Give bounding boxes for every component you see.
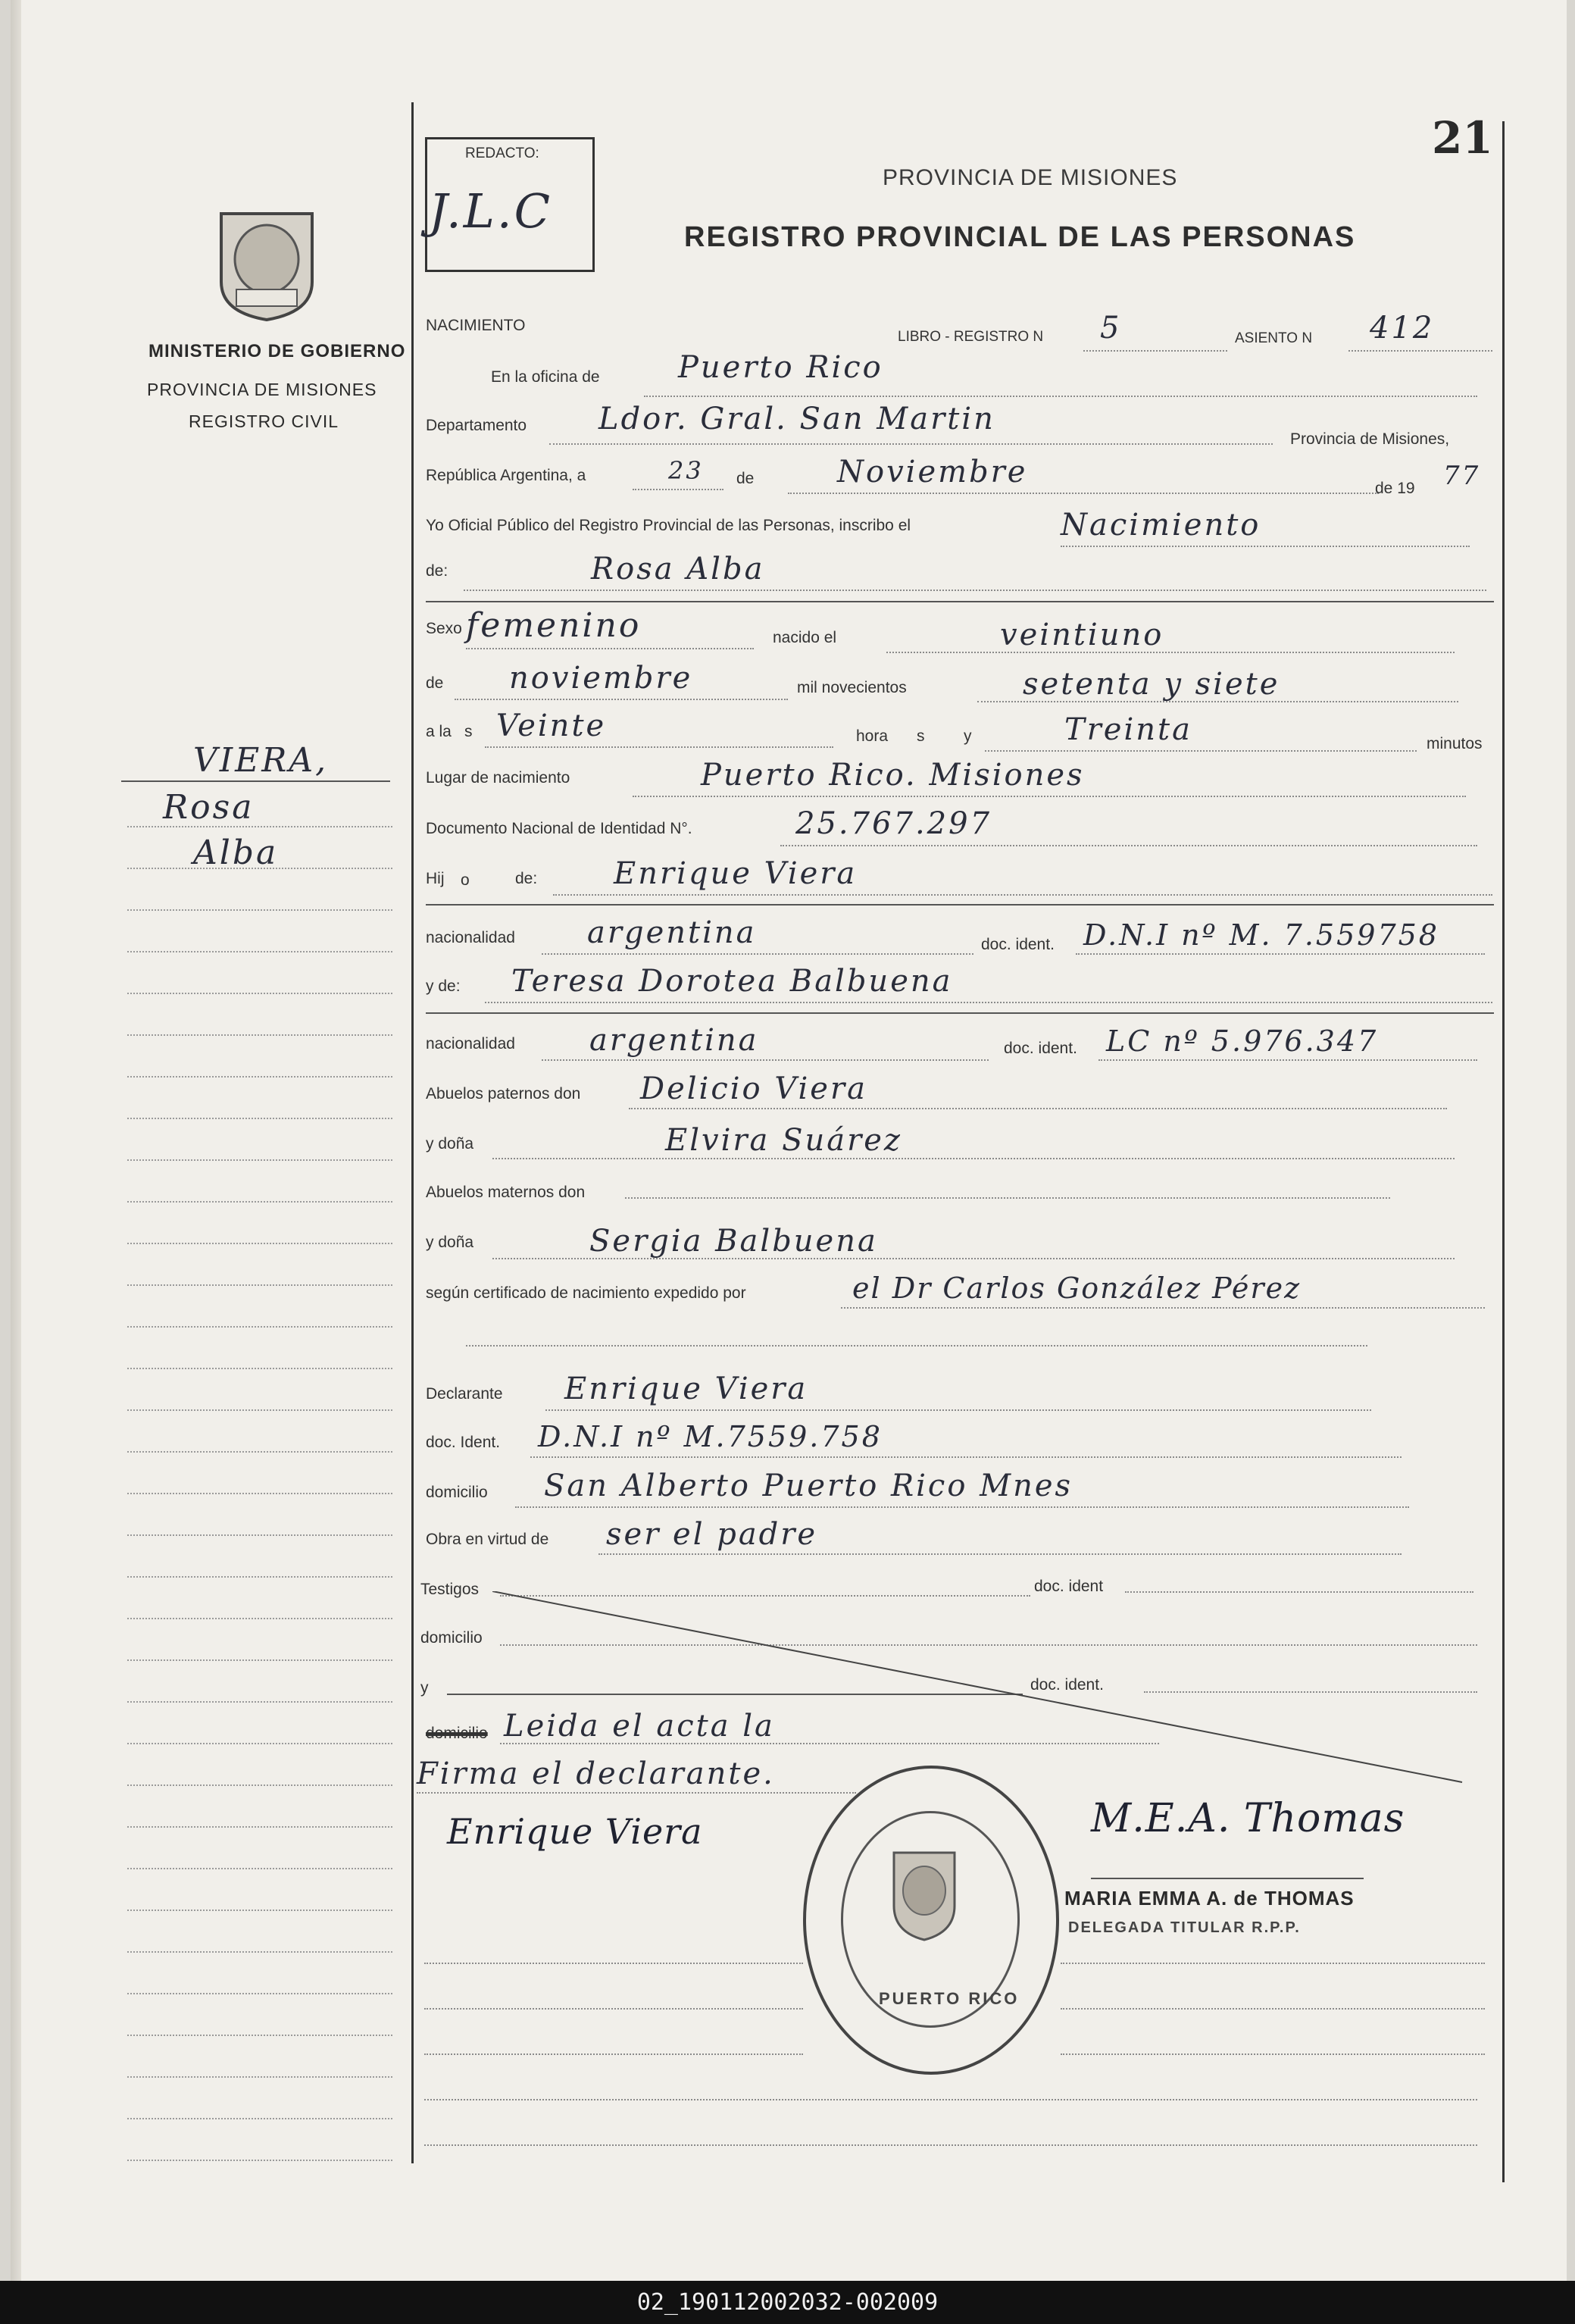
minutos-value: Treinta [1064, 712, 1192, 747]
horas-label: hora [856, 727, 889, 745]
abuela-mat-value: Sergia Balbuena [589, 1224, 878, 1259]
mes-value: Noviembre [837, 455, 1028, 490]
lugar-value: Puerto Rico. Misiones [701, 758, 1085, 793]
anio-label: de 19 [1375, 480, 1415, 497]
declarante-value: Enrique Viera [564, 1372, 808, 1406]
docident2-label: doc. Ident. [426, 1434, 501, 1451]
nacionalidad-padre: argentina [587, 915, 757, 950]
libro-label: LIBRO - REGISTRO N [898, 329, 1044, 345]
asiento-label: ASIENTO N [1235, 330, 1313, 346]
nacionalidad-madre: argentina [589, 1023, 759, 1058]
abuelos-pat-label: Abuelos paternos don [426, 1085, 581, 1103]
ala-suffix: s [464, 723, 473, 740]
dia-value: 23 [668, 456, 704, 485]
abuelo-pat-value: Delicio Viera [640, 1071, 867, 1106]
scan-id-bar [0, 2281, 1575, 2324]
republica-label: República Argentina, a [426, 467, 586, 484]
hijo-label: Hij [426, 870, 445, 887]
domicilio2-label: domicilio [420, 1629, 483, 1647]
left-registry: REGISTRO CIVIL [189, 411, 339, 431]
nacido-label: nacido el [773, 629, 837, 646]
sexo-value: femenino [466, 606, 642, 645]
documento-value: 25.767.297 [795, 806, 992, 841]
provincia-label: Provincia de Misiones, [1290, 430, 1450, 448]
anio2-value: setenta y siete [1023, 667, 1280, 702]
header-province: PROVINCIA DE MISIONES [883, 165, 1178, 190]
redacto-label: REDACTO: [465, 145, 539, 161]
delegada-signature: M.E.A. Thomas [1091, 1796, 1405, 1841]
hora-value: Veinte [496, 708, 607, 743]
y-label: y [964, 727, 972, 745]
header-registry: REGISTRO PROVINCIAL DE LAS PERSONAS [684, 221, 1356, 253]
hijo-suffix: o [461, 871, 470, 889]
docident-padre: D.N.I nº M. 7.559758 [1083, 918, 1439, 952]
certificado-value: el Dr Carlos González Pérez [852, 1271, 1302, 1305]
obra-label: Obra en virtud de [426, 1531, 549, 1548]
documento-label: Documento Nacional de Identidad N°. [426, 820, 692, 837]
madre-value: Teresa Dorotea Balbuena [511, 964, 953, 999]
delegada-name: MARIA EMMA A. de THOMAS [1064, 1887, 1355, 1910]
docident-madre: LC nº 5.976.347 [1106, 1024, 1379, 1058]
nacimiento-label: NACIMIENTO [426, 317, 526, 334]
declarante-label: Declarante [426, 1385, 503, 1403]
redacto-initials: J.L.C [429, 183, 553, 239]
margin-second-name: Alba [193, 834, 279, 872]
dona-pat-label: y doña [426, 1135, 474, 1153]
padre-value: Enrique Viera [614, 856, 858, 891]
libro-value: 5 [1100, 311, 1122, 346]
obra-value: ser el padre [606, 1517, 818, 1552]
minutos-label: minutos [1427, 735, 1483, 752]
anio-value: 77 [1443, 461, 1481, 491]
nacido-value: veintiuno [1000, 618, 1164, 652]
firma-text: Firma el declarante. [417, 1756, 775, 1791]
province-emblem [206, 199, 327, 324]
left-margin-rule [411, 102, 414, 2163]
page-number: 21 [1432, 112, 1493, 164]
horas-suffix: s [917, 727, 925, 745]
y2-label: y [420, 1679, 429, 1697]
oficial-label: Yo Oficial Público del Registro Provincial de las Personas, inscribo el [426, 517, 911, 534]
scan-id: 02_190112002032-002009 [636, 2289, 939, 2316]
departamento-value: Ldor. Gral. San Martin [598, 402, 995, 436]
docident-label: doc. ident. [981, 936, 1055, 953]
margin-surname: VIERA, [193, 741, 329, 780]
sexo-label: Sexo [426, 620, 462, 637]
right-margin-rule [1502, 121, 1505, 2182]
seal-inner-text: PUERTO RICO [879, 1989, 1020, 2008]
nacionalidad-madre-label: nacionalidad [426, 1035, 515, 1053]
testigos-label: Testigos [420, 1581, 480, 1598]
dona-mat-label: y doña [426, 1234, 474, 1251]
departamento-label: Departamento [426, 417, 527, 434]
declarante-signature: Enrique Viera [447, 1811, 703, 1852]
de3-label: de [426, 674, 444, 692]
asiento-value: 412 [1370, 311, 1435, 346]
oficina-label: En la oficina de [491, 368, 600, 386]
leida-text: Leida el acta la [504, 1709, 775, 1744]
domicilio-label: domicilio [426, 1484, 488, 1501]
abuelos-mat-label: Abuelos maternos don [426, 1184, 586, 1201]
oficial-value: Nacimiento [1061, 508, 1261, 543]
docident3-label: doc. ident [1034, 1578, 1104, 1595]
yde-label: y de: [426, 977, 461, 995]
de2-label: de: [426, 562, 448, 580]
seal-emblem [883, 1845, 966, 1944]
lugar-label: Lugar de nacimiento [426, 769, 570, 787]
delegada-title: DELEGADA TITULAR R.P.P. [1068, 1919, 1301, 1936]
nacionalidad-label: nacionalidad [426, 929, 515, 946]
de4-label: de: [515, 870, 538, 887]
de-label: de [736, 470, 755, 487]
left-province: PROVINCIA DE MISIONES [147, 380, 377, 399]
domicilio-strike: domicilio [426, 1725, 488, 1742]
redacto-box [425, 137, 595, 272]
docident-madre-label: doc. ident. [1004, 1040, 1077, 1057]
abuela-pat-value: Elvira Suárez [665, 1123, 902, 1158]
oficina-value: Puerto Rico [678, 350, 883, 385]
margin-given-name: Rosa [163, 788, 255, 827]
mes2-value: noviembre [509, 661, 693, 696]
domicilio-value: San Alberto Puerto Rico Mnes [544, 1469, 1073, 1503]
nombre-value: Rosa Alba [591, 552, 765, 586]
ministry-name: MINISTERIO DE GOBIERNO [148, 341, 406, 361]
certificado-label: según certificado de nacimiento expedido por [426, 1284, 746, 1302]
ala-label: a la [426, 723, 452, 740]
declarante-doc: D.N.I nº M.7559.758 [538, 1420, 883, 1453]
mil-label: mil novecientos [797, 679, 907, 696]
docident4-label: doc. ident. [1030, 1676, 1104, 1694]
margin-underline [121, 780, 390, 782]
